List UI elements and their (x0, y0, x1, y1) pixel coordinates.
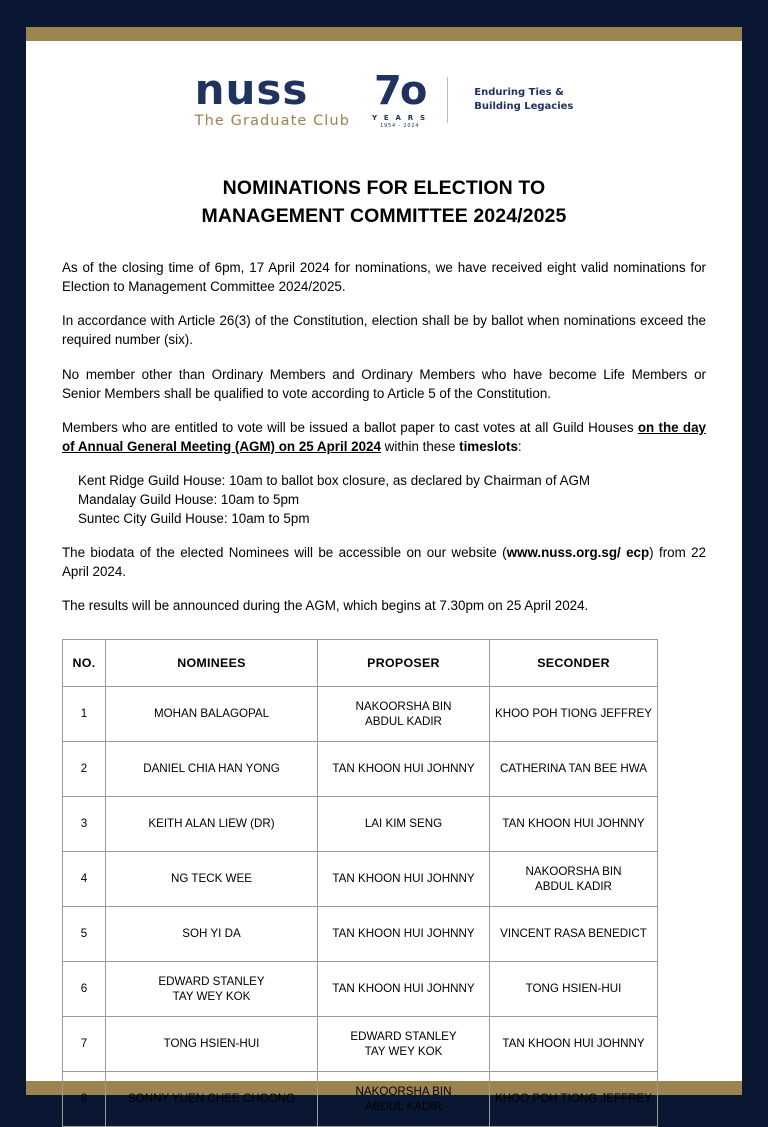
column-header-no: NO. (63, 639, 106, 686)
p4-timeslots-bold: timeslots (459, 438, 518, 454)
cell-seconder: TAN KHOON HUI JOHNNY (490, 1016, 658, 1071)
table-row (63, 796, 658, 851)
table-row (63, 686, 658, 741)
logo-slogan (474, 86, 573, 115)
cell-no: 8 (63, 1071, 106, 1126)
cell-seconder: TAN KHOON HUI JOHNNY (490, 796, 658, 851)
cell-proposer: EDWARD STANLEY TAY WEY KOK (318, 1016, 490, 1071)
table-row (63, 1016, 658, 1071)
anniversary-70-icon (364, 68, 428, 129)
p4-text-part2: within these (380, 438, 460, 454)
p5-text-part2: ) from 22 April 2024. (62, 544, 707, 579)
cell-seconder: NAKOORSHA BIN ABDUL KADIR (490, 851, 658, 906)
p4-text-part1: Members who are entitled to vote will be issued a ballot paper to cast votes at all Guild Houses (62, 419, 638, 435)
table-row (63, 741, 658, 796)
nuss-subtagline: The Graduate Club (194, 112, 351, 129)
cell-nominee: KEITH ALAN LIEW (DR) (106, 796, 318, 851)
list-item: Mandalay Guild House: 10am to 5pm (78, 491, 300, 507)
page-title-line1: NOMINATIONS FOR ELECTION TO (222, 177, 546, 199)
column-header-proposer: PROPOSER (318, 639, 490, 686)
page-title-line2: MANAGEMENT COMMITTEE 2024/2025 (201, 204, 567, 227)
cell-no: 3 (63, 796, 106, 851)
list-item: Kent Ridge Guild House: 10am to ballot box closure, as declared by Chairman of AGM (78, 472, 591, 488)
cell-no: 1 (63, 686, 106, 741)
cell-proposer: NAKOORSHA BIN ABDUL KADIR (318, 1071, 490, 1126)
paragraph-results-announcement: The results will be announced during the AGM, which begins at 7.30pm on 25 April 2024. (62, 597, 589, 613)
logo-slogan-line2: Building Legacies (474, 101, 574, 112)
table-row (63, 851, 658, 906)
table-row (63, 1071, 658, 1126)
cell-seconder: KHOO POH TIONG JEFFREY (490, 1071, 658, 1126)
p4-text-part3: : (517, 438, 522, 454)
timeslot-list (62, 471, 706, 528)
p4-agm-emphasis: on the day of Annual General Meeting (AGM) on 25 April 2024 (62, 419, 706, 454)
cell-nominee: SONNY YUEN CHEE CHOONG (106, 1071, 318, 1126)
cell-seconder: VINCENT RASA BENEDICT (490, 906, 658, 961)
body-text (62, 258, 706, 614)
nuss-wordmark: nuss (194, 64, 309, 114)
cell-nominee: DANIEL CHIA HAN YONG (106, 741, 318, 796)
cell-proposer: TAN KHOON HUI JOHNNY (318, 961, 490, 1016)
cell-nominee: SOH YI DA (106, 906, 318, 961)
logo-divider (447, 77, 448, 123)
cell-no: 2 (63, 741, 106, 796)
paragraph-ballot-timeslots-intro (62, 418, 706, 456)
page-title (62, 175, 706, 230)
top-gold-bar (26, 27, 742, 41)
cell-no: 7 (63, 1016, 106, 1071)
table-body (63, 686, 658, 1126)
paragraph-nominations-received: As of the closing time of 6pm, 17 April 2024 for nominations, we have received eight valid nominations for Election to Management Committee 2024/2025. (62, 260, 706, 295)
cell-seconder: TONG HSIEN-HUI (490, 961, 658, 1016)
cell-proposer: NAKOORSHA BIN ABDUL KADIR (318, 686, 490, 741)
anniversary-number: 7o (374, 68, 426, 114)
anniversary-year-range: 1954 - 2024 (380, 123, 420, 129)
nominations-table (62, 639, 658, 1127)
paragraph-ballot-article: In accordance with Article 26(3) of the Constitution, election shall be by ballot when nominations exceed the required number (six). (62, 313, 706, 348)
p5-text-part1: The biodata of the elected Nominees will be accessible on our website ( (62, 544, 507, 560)
column-header-seconder: SECONDER (490, 639, 658, 686)
cell-nominee: NG TECK WEE (106, 851, 318, 906)
table-row (63, 961, 658, 1016)
page-content (26, 41, 742, 1113)
cell-proposer: TAN KHOON HUI JOHNNY (318, 851, 490, 906)
nuss-logo (62, 41, 706, 133)
cell-proposer: TAN KHOON HUI JOHNNY (318, 741, 490, 796)
table-header-row (63, 639, 658, 686)
list-item: Suntec City Guild House: 10am to 5pm (78, 510, 310, 526)
cell-no: 4 (63, 851, 106, 906)
cell-no: 5 (63, 906, 106, 961)
cell-no: 6 (63, 961, 106, 1016)
cell-seconder: CATHERINA TAN BEE HWA (490, 741, 658, 796)
nuss-wordmark-group (194, 64, 351, 131)
table-row (63, 906, 658, 961)
cell-nominee: TONG HSIEN-HUI (106, 1016, 318, 1071)
cell-proposer: TAN KHOON HUI JOHNNY (318, 906, 490, 961)
document-page (26, 27, 742, 1113)
cell-nominee: MOHAN BALAGOPAL (106, 686, 318, 741)
anniversary-years-label: Y E A R S (372, 114, 428, 122)
paragraph-voting-eligibility: No member other than Ordinary Members and Ordinary Members who have become Life Members or Senior Members shall be qualified to vote according to Article 5 of the Constitution. (62, 366, 706, 401)
cell-proposer: LAI KIM SENG (318, 796, 490, 851)
nuss-website-url: www.nuss.org.sg/ ecp (506, 544, 650, 560)
cell-nominee: EDWARD STANLEY TAY WEY KOK (106, 961, 318, 1016)
paragraph-biodata-website (62, 543, 706, 581)
column-header-nominees: NOMINEES (106, 639, 318, 686)
table-header (63, 639, 658, 686)
cell-seconder: KHOO POH TIONG JEFFREY (490, 686, 658, 741)
logo-slogan-line1: Enduring Ties & (474, 86, 564, 98)
